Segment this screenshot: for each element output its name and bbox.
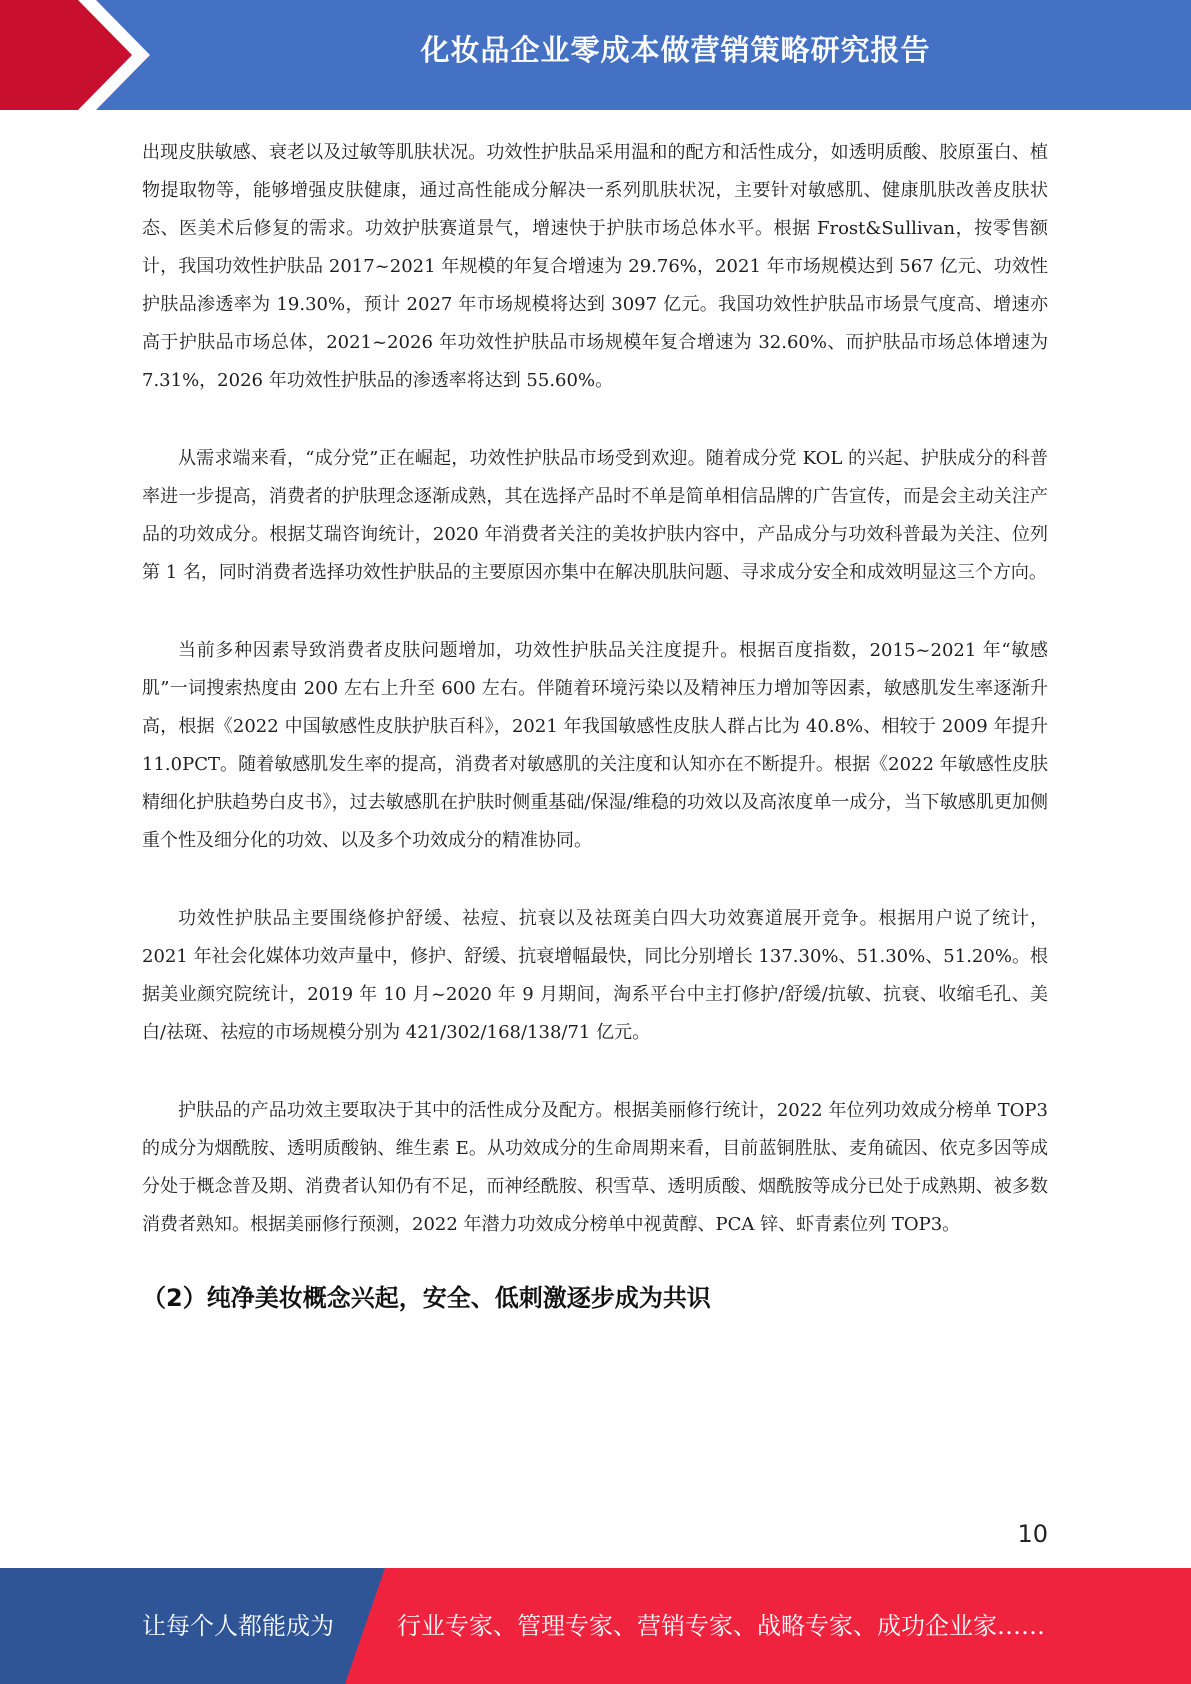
footer-slogan-left: 让每个人都能成为 bbox=[142, 1612, 334, 1640]
paragraph-2: 从需求端来看，“成分党”正在崛起，功效性护肤品市场受到欢迎。随着成分党 KOL 的兴起、护肤成分的科普率进一步提高，消费者的护肤理念逐渐成熟，其在选择产品时不单是简单相信品牌的广告宣传，而是会主动关注产品的功效成分。根据艾瑞咨询统计，2020 年消费者关注的美妆护肤内容中，产品成分与功效科普最为关注、位列第 1 名，同时消费者选择功效性护肤品的主要原因亦集中在解决肌肤问题、寻求成分安全和成效明显这三个方向。 bbox=[142, 448, 1048, 583]
paragraph-3: 当前多种因素导致消费者皮肤问题增加，功效性护肤品关注度提升。根据百度指数，2015~2021 年“敏感肌”一词搜索热度由 200 左右上升至 600 左右。伴随着环境污染以及精神压力增加等因素，敏感肌发生率逐渐升高，根据《2022 中国敏感性皮肤护肤百科》，2021 年我国敏感性皮肤人群占比为 40.8%、相较于 2009 年提升 11.0PCT。随着敏感肌发生率的提高，消费者对敏感肌的关注度和认知亦在不断提升。根据《2022 年敏感性皮肤精细化护肤趋势白皮书》，过去敏感肌在护肤时侧重基础/保湿/维稳的功效以及高浓度单一成分，当下敏感肌更加侧重个性及细分化的功效、以及多个功效成分的精准协同。 bbox=[142, 640, 1048, 851]
header-red-arrow-shape bbox=[0, 0, 150, 110]
footer-slogan-right: 行业专家、管理专家、营销专家、战略专家、成功企业家…… bbox=[397, 1612, 1045, 1640]
report-title: 化妆品企业零成本做营销策略研究报告 bbox=[420, 33, 931, 67]
paragraph-1: 出现皮肤敏感、衰老以及过敏等肌肤状况。功效性护肤品采用温和的配方和活性成分，如透明质酸、胶原蛋白、植物提取物等，能够增强皮肤健康，通过高性能成分解决一系列肌肤状况，主要针对敏感肌、健康肌肤改善皮肤状态、医美术后修复的需求。功效护肤赛道景气，增速快于护肤市场总体水平。根据 Frost&Sullivan，按零售额计，我国功效性护肤品 2017~2021 年规模的年复合增速为 29.76%，2021 年市场规模达到 567 亿元、功效性护肤品渗透率为 19.30%，预计 2027 年市场规模将达到 3097 亿元。我国功效性护肤品市场景气度高、增速亦高于护肤品市场总体，2021~2026 年功效性护肤品市场规模年复合增速为 32.60%、而护肤品市场总体增速为 7.31%，2026 年功效性护肤品的渗透率将达到 55.60%。 bbox=[142, 142, 1048, 391]
paragraph-4: 功效性护肤品主要围绕修护舒缓、祛痘、抗衰以及祛斑美白四大功效赛道展开竞争。根据用户说了统计，2021 年社会化媒体功效声量中，修护、舒缓、抗衰增幅最快，同比分别增长 137.30%、51.30%、51.20%。根据美业颜究院统计，2019 年 10 月~2020 年 9 月期间，淘系平台中主打修护/舒缓/抗敏、抗衰、收缩毛孔、美白/祛斑、祛痘的市场规模分别为 421/302/168/138/71 亿元。 bbox=[142, 908, 1048, 1043]
page-number: 10 bbox=[1017, 1520, 1048, 1548]
paragraph-5: 护肤品的产品功效主要取决于其中的活性成分及配方。根据美丽修行统计，2022 年位列功效成分榜单 TOP3 的成分为烟酰胺、透明质酸钠、维生素 E。从功效成分的生命周期来看，目前蓝铜胜肽、麦角硫因、依克多因等成分处于概念普及期、消费者认知仍有不足，而神经酰胺、积雪草、透明质酸、烟酰胺等成分已处于成熟期、被多数消费者熟知。根据美丽修行预测，2022 年潜力功效成分榜单中视黄醇、PCA 锌、虾青素位列 TOP3。 bbox=[142, 1100, 1048, 1235]
section-heading: （2）纯净美妆概念兴起，安全、低刺激逐步成为共识 bbox=[142, 1284, 711, 1312]
page-footer bbox=[0, 1568, 1191, 1684]
page-header bbox=[0, 0, 1191, 110]
document-body bbox=[142, 134, 1048, 1318]
